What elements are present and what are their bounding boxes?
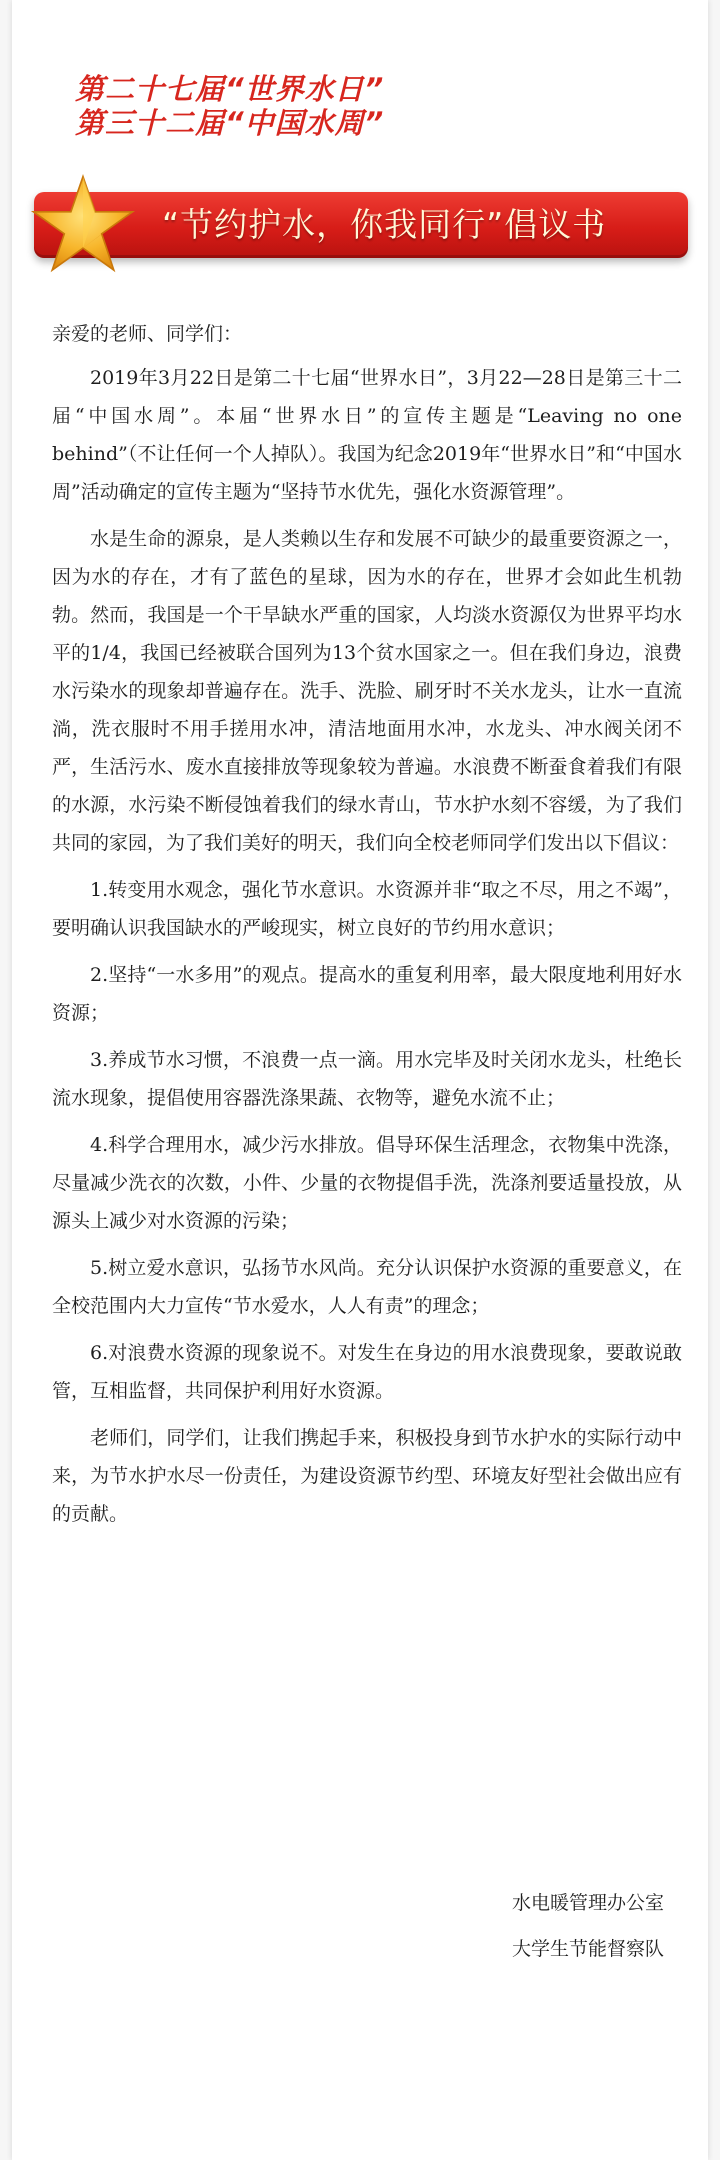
star-icon: [28, 170, 138, 280]
title-banner: [34, 192, 688, 258]
signature-block: [512, 1880, 664, 1972]
china-water-week-title: 第三十二届“中国水周”: [75, 106, 385, 140]
banner-title: “节约护水，你我同行”倡议书: [162, 205, 607, 244]
signature-team: 大学生节能督察队: [511, 1938, 664, 1960]
proposal-item-4: 4.科学合理用水，减少污水排放。倡导环保生活理念，衣物集中洗涤，尽量减少洗衣的次数，小件、少量的衣物提倡手洗，洗涤剂要适量投放，从源头上减少对水资源的污染；: [52, 1134, 682, 1232]
letter-body: [52, 315, 682, 1542]
background-paragraph: 水是生命的源泉，是人类赖以生存和发展不可缺少的最重要资源之一，因为水的存在，才有了蓝色的星球，因为水的存在，世界才会如此生机勃勃。然而，我国是一个干旱缺水严重的国家，人均淡水资源仅为世界平均水平的1/4，我国已经被联合国列为13个贫水国家之一。但在我们身边，浪费水污染水的现象却普遍存在。洗手、洗脸、刷牙时不关水龙头，让水一直流淌，洗衣服时不用手搓用水冲，清洁地面用水冲，水龙头、冲水阀关闭不严，生活污水、废水直接排放等现象较为普遍。水浪费不断蚕食着我们有限的水源，水污染不断侵蚀着我们的绿水青山，节水护水刻不容缓，为了我们共同的家园，为了我们美好的明天，我们向全校老师同学们发出以下倡议：: [52, 528, 682, 854]
signature-office: 水电暖管理办公室: [511, 1892, 664, 1914]
proposal-item-3: 3.养成节水习惯，不浪费一点一滴。用水完毕及时关闭水龙头，杜绝长流水现象，提倡使用容器洗涤果蔬、衣物等，避免水流不止；: [52, 1049, 682, 1109]
intro-paragraph: 2019年3月22日是第二十七届“世界水日”，3月22—28日是第三十二届“中国水周”。本届“世界水日”的宣传主题是“Leaving no one behind”（不让任何一个人掉队）。我国为纪念2019年“世界水日”和“中国水周”活动确定的宣传主题为“坚持节水优先，强化水资源管理”。: [52, 367, 682, 503]
proposal-item-5: 5.树立爱水意识，弘扬节水风尚。充分认识保护水资源的重要意义，在全校范围内大力宣传“节水爱水，人人有责”的理念；: [52, 1257, 682, 1317]
event-titles: [75, 72, 384, 140]
proposal-item-2: 2.坚持“一水多用”的观点。提高水的重复利用率，最大限度地利用好水资源；: [52, 964, 682, 1024]
proposal-item-1: 1.转变用水观念，强化节水意识。水资源并非“取之不尽，用之不竭”，要明确认识我国缺水的严峻现实，树立良好的节约用水意识；: [52, 879, 682, 939]
proposal-item-6: 6.对浪费水资源的现象说不。对发生在身边的用水浪费现象，要敢说敢管，互相监督，共同保护利用好水资源。: [52, 1342, 682, 1402]
world-water-day-title: 第二十七届“世界水日”: [75, 72, 385, 106]
closing-paragraph: 老师们，同学们，让我们携起手来，积极投身到节水护水的实际行动中来，为节水护水尽一份责任，为建设资源节约型、环境友好型社会做出应有的贡献。: [52, 1427, 682, 1525]
letter-greeting: 亲爱的老师、同学们：: [52, 323, 243, 345]
document-page: [12, 0, 708, 2160]
